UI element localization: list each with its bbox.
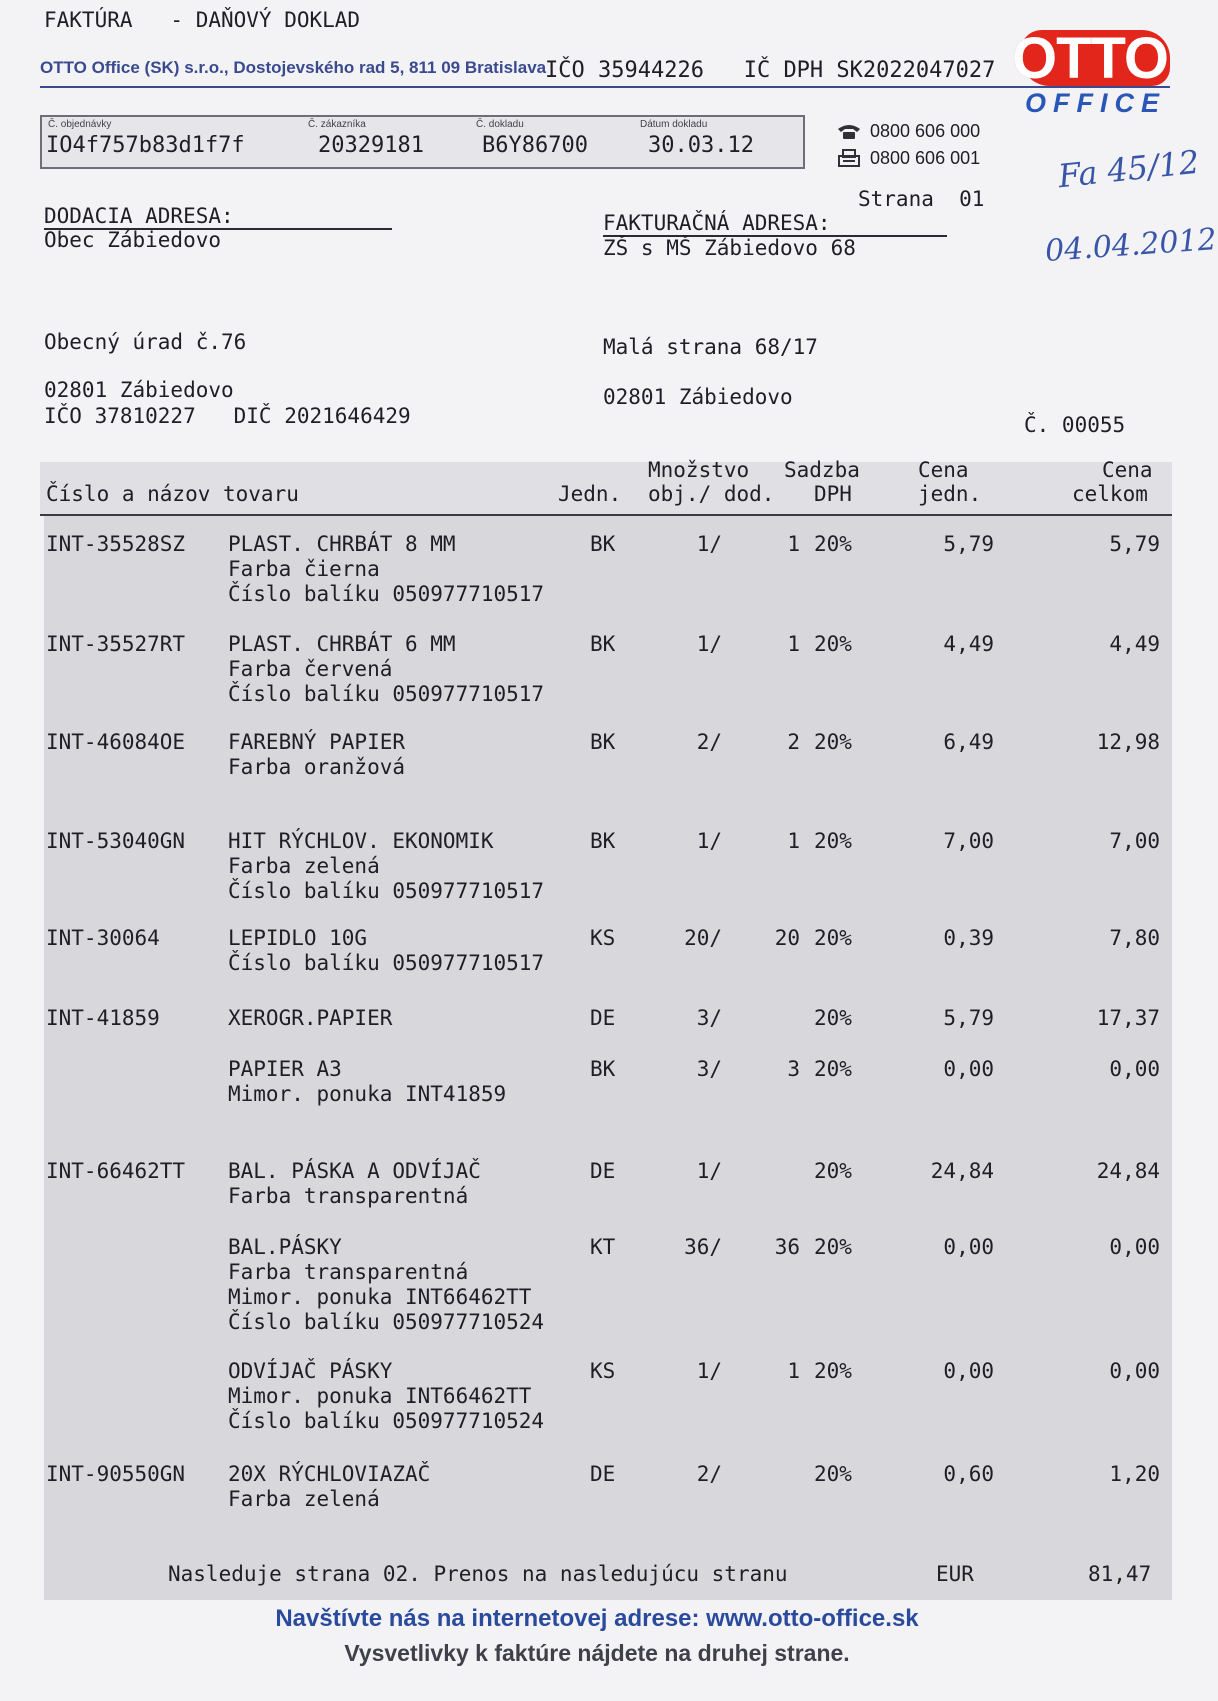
item-description-line: PAPIER A3 xyxy=(228,1057,342,1081)
item-vat-rate: 20% xyxy=(814,1462,852,1486)
handwritten-date: 04.04.2012 xyxy=(1043,222,1218,269)
item-total: 1,20 xyxy=(1109,1462,1160,1486)
header-vat-bottom: DPH xyxy=(814,482,852,506)
item-description-line: HIT RÝCHLOV. EKONOMIK xyxy=(228,829,494,853)
item-unit-price: 0,00 xyxy=(943,1359,994,1383)
item-description-line: BAL.PÁSKY xyxy=(228,1235,342,1259)
item-qty-ordered: 1/ xyxy=(696,632,722,656)
item-description-line: Farba zelená xyxy=(228,854,380,878)
item-total: 24,84 xyxy=(1096,1159,1160,1183)
delivery-line-2: 02801 Zábiedovo xyxy=(44,378,234,402)
item-code: INT-35528SZ xyxy=(46,532,186,556)
item-unit-price: 4,49 xyxy=(943,632,994,656)
item-description-line: Číslo balíku 050977710517 xyxy=(228,879,545,903)
order-number-value: IO4f757b83d1f7f xyxy=(46,133,245,158)
header-total-top: Cena xyxy=(1102,458,1153,482)
item-code: INT-90550GN xyxy=(46,1462,186,1486)
delivery-address-heading: DODACIA ADRESA: xyxy=(44,204,234,228)
item-description-line: Farba zelená xyxy=(228,1487,380,1511)
item-description-line: Číslo balíku 050977710517 xyxy=(228,582,545,606)
item-description-line: LEPIDLO 10G xyxy=(228,926,368,950)
item-qty-delivered: 1 xyxy=(787,829,800,853)
item-description-line: Farba červená xyxy=(228,657,393,681)
item-unit: DE xyxy=(590,1462,616,1486)
item-vat-rate: 20% xyxy=(814,1359,852,1383)
item-description-line: Mimor. ponuka INT66462TT xyxy=(228,1384,532,1408)
document-number-value: B6Y86700 xyxy=(482,133,588,158)
document-date-label: Dátum dokladu xyxy=(640,119,708,130)
header-total-bottom: celkom xyxy=(1072,482,1148,506)
item-description-line: Číslo balíku 050977710517 xyxy=(228,951,545,975)
header-quantity-top: Množstvo xyxy=(648,458,750,482)
header-unit-price-top: Cena xyxy=(918,458,969,482)
item-qty-ordered: 2/ xyxy=(696,1462,722,1486)
header-unit-price-bottom: jedn. xyxy=(918,482,982,506)
item-description-line: ODVÍJAČ PÁSKY xyxy=(228,1359,393,1383)
item-unit-price: 7,00 xyxy=(943,829,994,853)
item-qty-ordered: 20/ xyxy=(684,926,722,950)
item-description-line: FAREBNÝ PAPIER xyxy=(228,730,406,754)
document-info-box xyxy=(40,115,805,169)
carry-over-total: 81,47 xyxy=(1088,1562,1152,1586)
item-qty-ordered: 2/ xyxy=(696,730,722,754)
billing-line-2: 02801 Zábiedovo xyxy=(603,385,793,409)
fax-icon xyxy=(836,148,862,168)
item-vat-rate: 20% xyxy=(814,1057,852,1081)
item-total: 17,37 xyxy=(1096,1006,1160,1030)
item-vat-rate: 20% xyxy=(814,1006,852,1030)
item-qty-delivered: 36 xyxy=(774,1235,800,1259)
company-ic-dph: IČ DPH SK2022047027 xyxy=(743,58,996,83)
item-unit-price: 0,39 xyxy=(943,926,994,950)
logo-office-text: OFFICE xyxy=(1025,88,1166,118)
item-description-line: Číslo balíku 050977710524 xyxy=(228,1310,545,1334)
item-description-line: Farba transparentná xyxy=(228,1184,469,1208)
item-code: INT-41859 xyxy=(46,1006,160,1030)
item-total: 7,80 xyxy=(1109,926,1160,950)
item-code: INT-30064 xyxy=(46,926,160,950)
delivery-line-3: IČO 37810227 DIČ 2021646429 xyxy=(44,404,411,428)
item-unit-price: 5,79 xyxy=(943,532,994,556)
header-item: Číslo a názov tovaru xyxy=(46,482,299,506)
item-code: INT-35527RT xyxy=(46,632,186,656)
fax-number: 0800 606 001 xyxy=(870,148,981,168)
footer-website: Navštívte nás na internetovej adrese: www.otto-office.sk xyxy=(275,1605,919,1632)
item-qty-ordered: 1/ xyxy=(696,532,722,556)
item-vat-rate: 20% xyxy=(814,632,852,656)
item-unit: BK xyxy=(590,532,616,556)
item-unit: BK xyxy=(590,829,616,853)
item-unit-price: 6,49 xyxy=(943,730,994,754)
item-vat-rate: 20% xyxy=(814,532,852,556)
item-description-line: BAL. PÁSKA A ODVÍJAČ xyxy=(228,1159,481,1183)
billing-line-1: Malá strana 68/17 xyxy=(603,335,818,359)
item-description-line: Farba oranžová xyxy=(228,755,406,779)
item-description-line: Číslo balíku 050977710517 xyxy=(228,682,545,706)
phone-icon xyxy=(836,121,862,141)
item-qty-ordered: 3/ xyxy=(696,1057,722,1081)
item-qty-ordered: 3/ xyxy=(696,1006,722,1030)
item-total: 4,49 xyxy=(1109,632,1160,656)
item-total: 12,98 xyxy=(1096,730,1160,754)
billing-name: ZŠ s MŠ Zábiedovo 68 xyxy=(603,236,856,260)
item-description-line: Farba čierna xyxy=(228,557,380,581)
item-unit-price: 0,00 xyxy=(943,1057,994,1081)
item-unit: BK xyxy=(590,730,616,754)
logo-otto-text: OTTO xyxy=(1011,26,1168,91)
item-code: INT-53040GN xyxy=(46,829,186,853)
item-qty-delivered: 1 xyxy=(787,632,800,656)
item-unit: KS xyxy=(590,926,616,950)
item-total: 0,00 xyxy=(1109,1235,1160,1259)
item-qty-delivered: 1 xyxy=(787,1359,800,1383)
item-qty-ordered: 1/ xyxy=(696,829,722,853)
document-sequence-number: Č. 00055 xyxy=(1024,413,1126,437)
item-vat-rate: 20% xyxy=(814,1235,852,1259)
page-number: Strana 01 xyxy=(858,187,985,211)
carry-over-text: Nasleduje strana 02. Prenos na nasledujúcu stranu xyxy=(168,1562,788,1586)
item-total: 7,00 xyxy=(1109,829,1160,853)
order-number-label: Č. objednávky xyxy=(48,119,112,130)
item-vat-rate: 20% xyxy=(814,926,852,950)
item-unit: DE xyxy=(590,1159,616,1183)
item-total: 0,00 xyxy=(1109,1057,1160,1081)
customer-number-value: 20329181 xyxy=(318,133,424,158)
item-unit-price: 5,79 xyxy=(943,1006,994,1030)
item-qty-ordered: 36/ xyxy=(684,1235,722,1259)
document-date-value: 30.03.12 xyxy=(648,133,754,158)
item-qty-ordered: 1/ xyxy=(696,1359,722,1383)
item-qty-delivered: 1 xyxy=(787,532,800,556)
company-ico: IČO 35944226 xyxy=(545,58,704,83)
item-description-line: 20X RÝCHLOVIAZAČ xyxy=(228,1462,431,1486)
item-unit: BK xyxy=(590,632,616,656)
item-vat-rate: 20% xyxy=(814,1159,852,1183)
billing-address-heading: FAKTURAČNÁ ADRESA: xyxy=(603,211,831,235)
header-rule xyxy=(40,86,1170,88)
item-qty-ordered: 1/ xyxy=(696,1159,722,1183)
header-vat-top: Sadzba xyxy=(784,458,860,482)
delivery-line-1: Obecný úrad č.76 xyxy=(44,330,247,354)
item-total: 0,00 xyxy=(1109,1359,1160,1383)
company-ids xyxy=(545,58,995,83)
item-description-line: Mimor. ponuka INT41859 xyxy=(228,1082,507,1106)
delivery-name: Obec Zábiedovo xyxy=(44,228,222,252)
item-qty-delivered: 20 xyxy=(774,926,800,950)
item-code: INT-66462TT xyxy=(46,1159,186,1183)
footer-explanation: Vysvetlivky k faktúre nájdete na druhej strane. xyxy=(344,1640,850,1666)
company-address: OTTO Office (SK) s.r.o., Dostojevského rad 5, 811 09 Bratislava xyxy=(40,58,547,77)
item-qty-delivered: 3 xyxy=(787,1057,800,1081)
item-description-line: PLAST. CHRBÁT 8 MM xyxy=(228,532,456,556)
phone-number: 0800 606 000 xyxy=(870,121,981,141)
item-unit: DE xyxy=(590,1006,616,1030)
item-qty-delivered: 2 xyxy=(787,730,800,754)
item-description-line: Číslo balíku 050977710524 xyxy=(228,1409,545,1433)
customer-number-label: Č. zákazníka xyxy=(308,119,366,130)
document-title: FAKTÚRA - DAŇOVÝ DOKLAD xyxy=(44,8,361,32)
document-number-label: Č. dokladu xyxy=(476,119,524,130)
carry-over-currency: EUR xyxy=(936,1562,974,1586)
handwritten-invoice-number: Fa 45/12 xyxy=(1056,142,1202,196)
item-description-line: Mimor. ponuka INT66462TT xyxy=(228,1285,532,1309)
otto-office-logo xyxy=(1011,26,1170,118)
header-unit: Jedn. xyxy=(558,482,622,506)
item-unit-price: 0,60 xyxy=(943,1462,994,1486)
header-quantity-bottom: obj./ dod. xyxy=(648,482,775,506)
item-unit: KS xyxy=(590,1359,616,1383)
item-description-line: XEROGR.PAPIER xyxy=(228,1006,393,1030)
item-unit: BK xyxy=(590,1057,616,1081)
item-vat-rate: 20% xyxy=(814,730,852,754)
items-table-header xyxy=(40,458,1172,515)
item-vat-rate: 20% xyxy=(814,829,852,853)
item-description-line: PLAST. CHRBÁT 6 MM xyxy=(228,632,456,656)
item-code: INT-46084OE xyxy=(46,730,186,754)
item-total: 5,79 xyxy=(1109,532,1160,556)
item-description-line: Farba transparentná xyxy=(228,1260,469,1284)
item-unit-price: 0,00 xyxy=(943,1235,994,1259)
item-unit-price: 24,84 xyxy=(930,1159,994,1183)
item-unit: KT xyxy=(590,1235,616,1259)
